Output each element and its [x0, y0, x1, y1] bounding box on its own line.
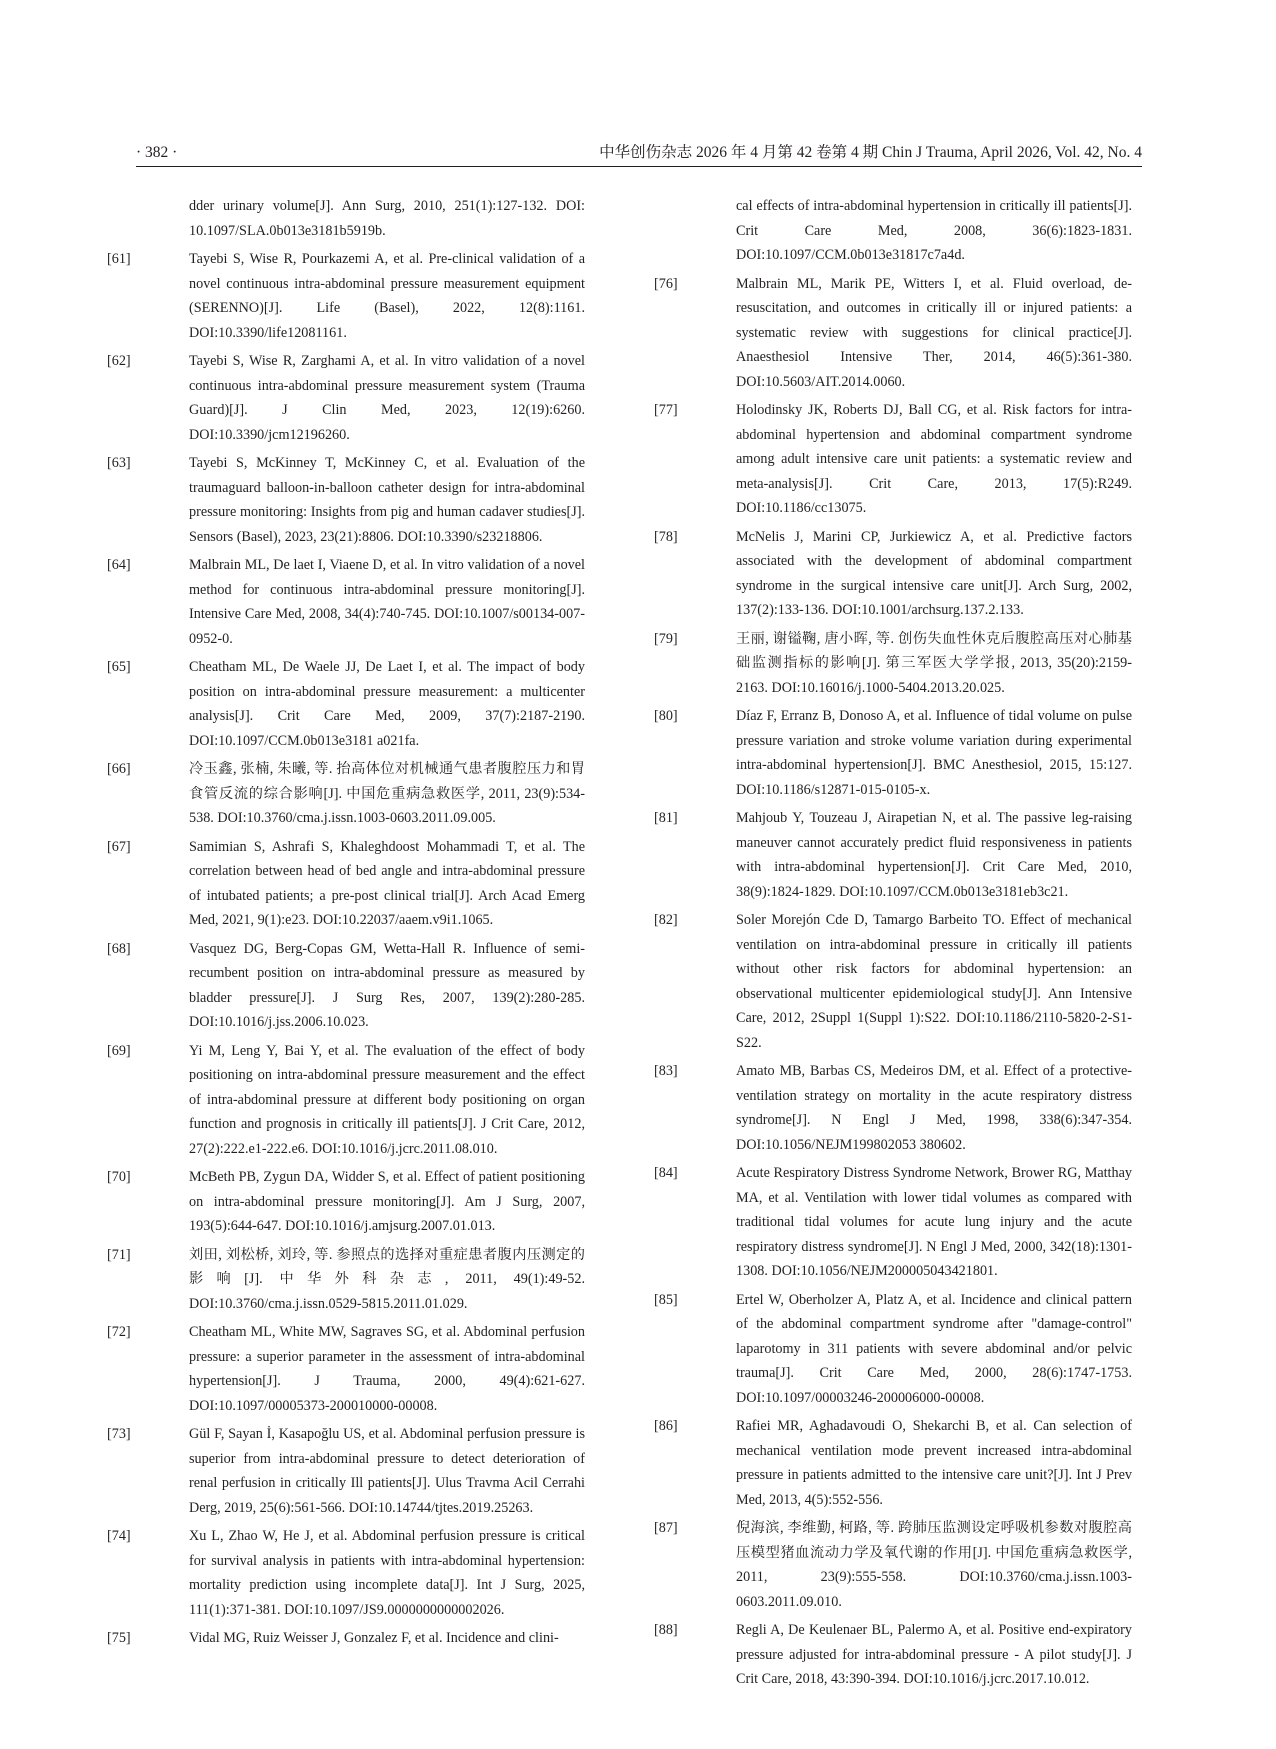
reference-entry — [654, 1516, 1132, 1614]
reference-entry — [654, 1414, 1132, 1512]
reference-number: [65] — [107, 659, 131, 675]
reference-entry — [107, 1626, 585, 1651]
reference-column-right — [654, 194, 1132, 1696]
journal-citation: 中华创伤杂志 2026 年 4 月第 42 卷第 4 期 Chin J Trauma, April 2026, Vol. 42, No. 4 — [599, 144, 1142, 161]
reference-text: Regli A, De Keulenaer BL, Palermo A, et al. Positive end-expiratory pressure adjusted for intra-abdominal pressure - A pilot study[J]. J Crit Care, 2018, 43:390-394. DOI:10.1016/j.jcrc.2017.10.012. — [736, 1622, 1132, 1687]
reference-number: [62] — [107, 353, 131, 369]
reference-text: Amato MB, Barbas CS, Medeiros DM, et al. Effect of a protective-ventilation strategy on mortality in the acute respiratory distress syndrome[J]. N Engl J Med, 1998, 338(6):347-354. DOI:10.1056/NEJM199802053 380602. — [736, 1063, 1132, 1153]
reference-text: Vasquez DG, Berg-Copas GM, Wetta-Hall R. Influence of semi-recumbent position on intra-abdominal pressure as measured by bladder pressure[J]. J Surg Res, 2007, 139(2):280-285. DOI:10.1016/j.jss.2006.10.023. — [189, 940, 585, 1030]
reference-text: cal effects of intra-abdominal hypertension in critically ill patients[J]. Crit Care Med, 2008, 36(6):1823-1831. DOI:10.1097/CCM.0b013e31817c7a4d. — [736, 198, 1132, 263]
reference-number: [77] — [654, 402, 678, 418]
reference-entry — [654, 704, 1132, 802]
reference-text: Holodinsky JK, Roberts DJ, Ball CG, et al. Risk factors for intra-abdominal hypertension and abdominal compartment syndrome among adult intensive care unit patients: a systematic review and meta-analysis[J]. Crit Care, 2013, 17(5):R249. DOI:10.1186/cc13075. — [736, 402, 1132, 516]
reference-number: [71] — [107, 1246, 131, 1263]
reference-entry — [107, 247, 585, 345]
reference-entry — [107, 451, 585, 549]
reference-entry — [654, 908, 1132, 1055]
reference-number: [64] — [107, 557, 131, 573]
reference-entry — [107, 1165, 585, 1239]
page-number: · 382 · — [136, 144, 178, 161]
reference-entry — [107, 1320, 585, 1418]
reference-text: 刘田, 刘松桥, 刘玲, 等. 参照点的选择对重症患者腹内压测定的影响[J]. 中华外科杂志, 2011, 49(1):49-52. DOI:10.3760/cma.j.issn.0529-5815.2011.01.029. — [189, 1246, 585, 1312]
reference-entry — [654, 1161, 1132, 1284]
reference-text: dder urinary volume[J]. Ann Surg, 2010, 251(1):127-132. DOI: 10.1097/SLA.0b013e3181b5919b. — [189, 198, 585, 239]
reference-entry — [107, 1524, 585, 1622]
reference-number: [81] — [654, 810, 678, 826]
reference-text: Yi M, Leng Y, Bai Y, et al. The evaluation of the effect of body positioning on intra-abdominal pressure measurement and the effect of intra-abdominal pressure at different body positioning on organ function and prognosis in critically ill patients[J]. J Crit Care, 2012, 27(2):222.e1-222.e6. DOI:10.1016/j.jcrc.2011.08.010. — [189, 1042, 585, 1157]
reference-entry — [107, 1039, 585, 1162]
reference-text: Cheatham ML, White MW, Sagraves SG, et al. Abdominal perfusion pressure: a superior parameter in the assessment of intra-abdominal hypertension[J]. J Trauma, 2000, 49(4):621-627. DOI:10.1097/00005373-200010000-00008. — [189, 1324, 585, 1414]
reference-entry — [654, 525, 1132, 623]
reference-text: 倪海滨, 李维勤, 柯路, 等. 跨肺压监测设定呼吸机参数对腹腔高压模型猪血流动力学及氧代谢的作用[J]. 中国危重病急救医学, 2011, 23(9):555-558. DOI:10.3760/cma.j.issn.1003-0603.2011.09.010. — [736, 1520, 1132, 1610]
reference-number: [63] — [107, 455, 131, 471]
reference-entry — [107, 349, 585, 447]
reference-entry — [654, 1618, 1132, 1692]
reference-column-left — [107, 194, 585, 1655]
reference-text: Xu L, Zhao W, He J, et al. Abdominal perfusion pressure is critical for survival analysis in patients with intra-abdominal hypertension: mortality prediction using incomplete data[J]. Int J Surg, 2025, 111(1):371-381. DOI:10.1097/JS9.0000000000002026. — [189, 1528, 585, 1618]
reference-number: [83] — [654, 1063, 678, 1079]
reference-number: [70] — [107, 1169, 131, 1185]
reference-entry — [107, 1243, 585, 1317]
reference-entry — [107, 835, 585, 933]
reference-number: [69] — [107, 1042, 131, 1059]
reference-number: [82] — [654, 912, 678, 928]
reference-number: [66] — [107, 761, 131, 777]
reference-text: Mahjoub Y, Touzeau J, Airapetian N, et al. The passive leg-raising maneuver cannot accurately predict fluid responsiveness in patients with intra-abdominal hypertension[J]. Crit Care Med, 2010, 38(9):1824-1829. DOI:10.1097/CCM.0b013e3181eb3c21. — [736, 810, 1132, 900]
reference-text: Soler Morejón Cde D, Tamargo Barbeito TO. Effect of mechanical ventilation on intra-abdominal pressure in critically ill patients without other risk factors for abdominal hypertension: an observational multicenter epidemiological study[J]. Ann Intensive Care, 2012, 2Suppl 1(Suppl 1):S22. DOI:10.1186/2110-5820-2-S1-S22. — [736, 912, 1132, 1051]
reference-text: Malbrain ML, Marik PE, Witters I, et al. Fluid overload, de-resuscitation, and outcomes in critically ill or injured patients: a systematic review with suggestions for clinical practice[J]. Anaesthesiol Intensive Ther, 2014, 46(5):361-380. DOI:10.5603/AIT.2014.0060. — [736, 275, 1132, 390]
reference-entry — [107, 553, 585, 651]
reference-text: McBeth PB, Zygun DA, Widder S, et al. Effect of patient positioning on intra-abdominal pressure monitoring[J]. Am J Surg, 2007, 193(5):644-647. DOI:10.1016/j.amjsurg.2007.01.013. — [189, 1169, 585, 1234]
reference-entry — [654, 1059, 1132, 1157]
reference-entry — [107, 937, 585, 1035]
reference-number: [67] — [107, 838, 131, 855]
reference-text: Malbrain ML, De laet I, Viaene D, et al. In vitro validation of a novel method for continuous intra-abdominal pressure monitoring[J]. Intensive Care Med, 2008, 34(4):740-745. DOI:10.1007/s00134-007-0952-0. — [189, 557, 585, 647]
reference-number: [74] — [107, 1528, 131, 1544]
reference-text: Díaz F, Erranz B, Donoso A, et al. Influence of tidal volume on pulse pressure variation and stroke volume variation during experimental intra-abdominal hypertension[J]. BMC Anesthesiol, 2015, 15:127. DOI:10.1186/s12871-015-0105-x. — [736, 708, 1132, 798]
reference-text: Tayebi S, McKinney T, McKinney C, et al. Evaluation of the traumaguard balloon-in-balloon catheter design for intra-abdominal pressure monitoring: Insights from pig and human cadaver studies[J]. Sensors (Basel), 2023, 23(21):8806. DOI:10.3390/s23218806. — [189, 455, 585, 545]
reference-number: [79] — [654, 630, 678, 647]
header-rule — [136, 166, 1142, 167]
reference-entry — [654, 1288, 1132, 1411]
reference-text: Samimian S, Ashrafi S, Khaleghdoost Mohammadi T, et al. The correlation between head of bed angle and intra-abdominal pressure of intubated patients; a pre-post clinical trial[J]. Arch Acad Emerg Med, 2021, 9(1):e23. DOI:10.22037/aaem.v9i1.1065. — [189, 838, 585, 928]
running-header — [136, 140, 1142, 166]
reference-entry — [654, 398, 1132, 521]
reference-number: [78] — [654, 528, 678, 545]
reference-entry — [107, 757, 585, 831]
reference-text: 冷玉鑫, 张楠, 朱曦, 等. 抬高体位对机械通气患者腹腔压力和胃食管反流的综合影响[J]. 中国危重病急救医学, 2011, 23(9):534-538. DOI:10.3760/cma.j.issn.1003-0603.2011.09.005. — [189, 761, 585, 826]
reference-number: [61] — [107, 251, 131, 267]
reference-number: [72] — [107, 1324, 131, 1340]
reference-text: Ertel W, Oberholzer A, Platz A, et al. Incidence and clinical pattern of the abdominal compartment syndrome after "damage-control" laparotomy in 311 patients with severe abdominal and/or pelvic trauma[J]. Crit Care Med, 2000, 28(6):1747-1753. DOI:10.1097/00003246-200006000-00008. — [736, 1291, 1132, 1406]
reference-number: [75] — [107, 1630, 131, 1646]
reference-number: [73] — [107, 1426, 131, 1442]
reference-number: [87] — [654, 1520, 678, 1536]
reference-text: Cheatham ML, De Waele JJ, De Laet I, et al. The impact of body position on intra-abdominal pressure measurement: a multicenter analysis[J]. Crit Care Med, 2009, 37(7):2187-2190. DOI:10.1097/CCM.0b013e3181 a021fa. — [189, 659, 585, 749]
reference-text: Rafiei MR, Aghadavoudi O, Shekarchi B, et al. Can selection of mechanical ventilation mode prevent increased intra-abdominal pressure in patients admitted to the intensive care unit?[J]. Int J Prev Med, 2013, 4(5):552-556. — [736, 1418, 1132, 1508]
reference-entry — [654, 272, 1132, 395]
reference-entry — [107, 1422, 585, 1520]
reference-continuation — [149, 194, 585, 243]
reference-number: [80] — [654, 708, 678, 724]
reference-text: Vidal MG, Ruiz Weisser J, Gonzalez F, et al. Incidence and clini- — [189, 1630, 559, 1646]
reference-text: 王丽, 谢镒鞠, 唐小晖, 等. 创伤失血性休克后腹腔高压对心肺基础监测指标的影响[J]. 第三军医大学学报, 2013, 35(20):2159-2163. DOI:10.16016/j.1000-5404.2013.20.025. — [736, 630, 1132, 696]
reference-text: Tayebi S, Wise R, Zarghami A, et al. In vitro validation of a novel continuous intra-abdominal pressure measurement system (Trauma Guard)[J]. J Clin Med, 2023, 12(19):6260. DOI:10.3390/jcm12196260. — [189, 353, 585, 443]
reference-number: [68] — [107, 940, 131, 957]
reference-number: [88] — [654, 1622, 678, 1638]
reference-entry — [654, 806, 1132, 904]
reference-number: [76] — [654, 275, 678, 292]
reference-number: [86] — [654, 1418, 678, 1434]
reference-text: Gül F, Sayan İ, Kasapoğlu US, et al. Abdominal perfusion pressure is superior from intra-abdominal pressure to detect deterioration of renal perfusion in critically Ill patients[J]. Ulus Travma Acil Cerrahi Derg, 2019, 25(6):561-566. DOI:10.14744/tjtes.2019.25263. — [189, 1426, 585, 1516]
reference-continuation — [696, 194, 1132, 268]
reference-text: McNelis J, Marini CP, Jurkiewicz A, et al. Predictive factors associated with the development of abdominal compartment syndrome in the surgical intensive care unit[J]. Arch Surg, 2002, 137(2):133-136. DOI:10.1001/archsurg.137.2.133. — [736, 528, 1132, 618]
reference-number: [84] — [654, 1165, 678, 1181]
reference-entry — [107, 655, 585, 753]
reference-number: [85] — [654, 1291, 678, 1308]
reference-text: Acute Respiratory Distress Syndrome Network, Brower RG, Matthay MA, et al. Ventilation with lower tidal volumes as compared with traditional tidal volumes for acute lung injury and the acute respiratory distress syndrome[J]. N Engl J Med, 2000, 342(18):1301-1308. DOI:10.1056/NEJM200005043421801. — [736, 1165, 1132, 1279]
reference-text: Tayebi S, Wise R, Pourkazemi A, et al. Pre-clinical validation of a novel continuous intra-abdominal pressure measurement equipment (SERENNO)[J]. Life (Basel), 2022, 12(8):1161. DOI:10.3390/life12081161. — [189, 251, 585, 341]
reference-entry — [654, 627, 1132, 701]
